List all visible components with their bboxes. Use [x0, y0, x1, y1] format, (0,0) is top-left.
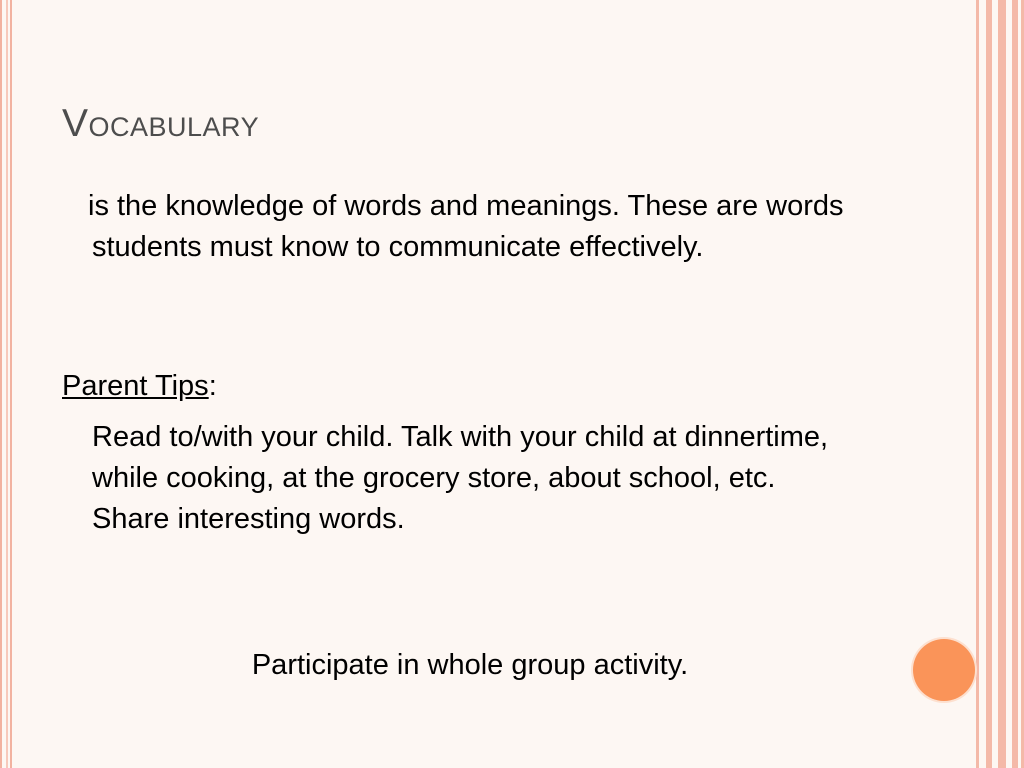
parent-tips-colon: :: [208, 370, 217, 402]
right-stripe-2: [986, 0, 992, 768]
parent-tips-label: Parent Tips: [62, 370, 209, 402]
slide-title: Vocabulary: [62, 102, 260, 145]
right-frame-stripes: [976, 0, 1024, 768]
parent-tips-paragraph: Read to/with your child. Talk with your child at dinnertime, while cooking, at the grocery store, about school, etc. Share interesting words.: [92, 421, 829, 535]
right-stripe-3: [998, 0, 1006, 768]
parent-tips-heading: [62, 366, 217, 407]
definition-paragraph: is the knowledge of words and meanings. These are words students must know to communicate effectively.: [88, 190, 844, 263]
activity-text: Participate in whole group activity.: [251, 649, 689, 681]
right-stripe-4: [1012, 0, 1018, 768]
orange-circle-decoration: [913, 639, 975, 701]
right-stripe-1: [976, 0, 979, 768]
